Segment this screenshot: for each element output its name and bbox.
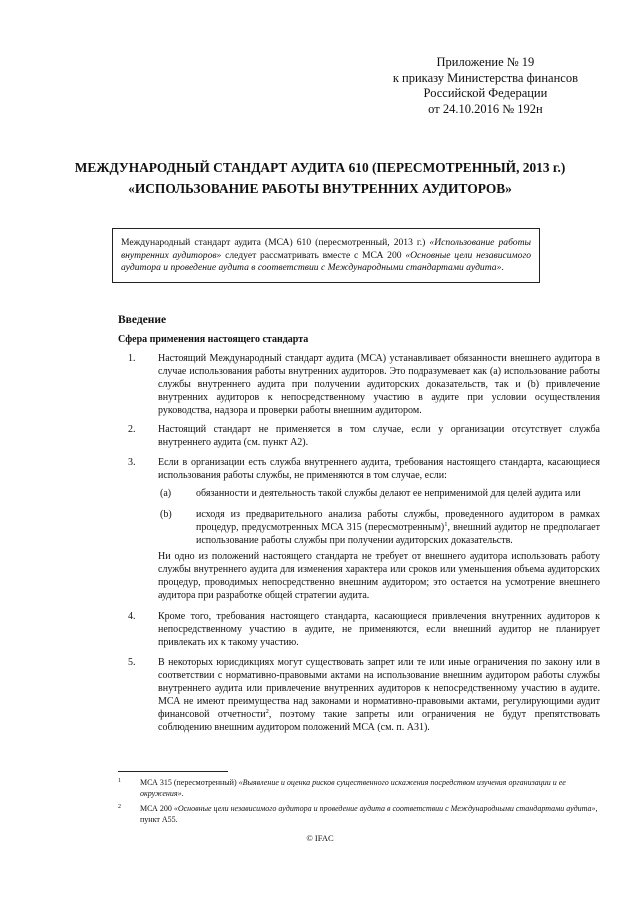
heading-introduction: Введение — [118, 314, 167, 326]
appendix-country: Российской Федерации — [423, 86, 548, 100]
subparagraph-label: (a) — [160, 488, 172, 499]
appendix-order: к приказу Министерства финансов — [392, 70, 578, 85]
paragraph-1 — [128, 353, 600, 418]
preface-standard-name: «Использование работы внутренних аудиторов» — [121, 237, 531, 261]
copyright-footer: © IFAC — [306, 833, 334, 843]
preface-text: следует рассматривать вместе с МСА 200 — [221, 249, 406, 261]
footnote-text-part: МСА 315 (пересмотренный) — [140, 778, 239, 787]
paragraph-number: 3. — [128, 457, 136, 468]
paragraph-text-part: В некоторых юрисдикциях могут существовать запрет или те или иные ограничения по закону или в соответствии с нормативно-правовыми актами на использование внешним аудитором работы службы внутреннего аудита или привлечение внутренних аудиторов к непосредственному участию в аудите. МСА не имеют преимущества над законами и нормативно-правовыми актами, регулирующими аудит финансовой отчетности — [158, 657, 600, 720]
footnote-number: 2 — [118, 804, 121, 810]
footnote-text-part: , пункт А55. — [140, 804, 598, 824]
footnote-2 — [118, 803, 600, 825]
footnote-ref-1[interactable]: 1 — [444, 520, 448, 528]
paragraph-number: 2. — [128, 424, 136, 435]
paragraph-number: 5. — [128, 657, 136, 668]
preface-reference-name: «Основные цели независимого аудитора и проведение аудита в соответствии с Международными стандартами аудита» — [121, 249, 532, 273]
preface-text: Международный стандарт аудита (МСА) 610 (пересмотренный, 2013 г.) — [121, 237, 430, 248]
paragraph-text-part: , поэтому такие запреты или ограничения не будут препятствовать соблюдению внешним аудитором положений МСА (см. п. А31). — [158, 708, 600, 733]
document-title — [60, 157, 580, 199]
paragraph-text: Настоящий Международный стандарт аудита (МСА) устанавливает обязанности внешнего аудитора в случае использования работы внутренних аудиторов. Это подразумевает как (а) использование работы службы внутреннего аудита при получении аудиторских доказательств, так и (b) привлечение внутренних аудиторов к непосредственному участию в аудите при условии осуществления руководства, надзора и проверки работы внешним аудитором. — [158, 353, 600, 416]
footnote-1 — [118, 777, 600, 799]
paragraph-number: 4. — [128, 611, 136, 622]
paragraph-text: Настоящий стандарт не применяется в том случае, если у организации отсутствует служба внутреннего аудита (см. пункт А2). — [158, 424, 600, 448]
footnote-separator — [118, 771, 228, 772]
footnote-title: «Основные цели независимого аудитора и проведение аудита в соответствии с Международными стандартами аудита» — [173, 804, 596, 813]
footnote-text-part: . — [181, 789, 184, 798]
subparagraph-text-part: , внешний аудитор не предполагает использование работы службы при получении аудиторских доказательств. — [196, 521, 600, 546]
paragraph-5 — [128, 657, 600, 734]
paragraph-3 — [128, 457, 600, 483]
preface-text: . — [501, 262, 504, 273]
paragraph-text: Кроме того, требования настоящего стандарта, касающиеся привлечения внутренних аудиторов к непосредственному участию в аудите, не применяются, если внешний аудитор не планирует привлекать их к такому участию. — [158, 611, 600, 648]
subparagraph-text: обязанности и деятельность такой службы делают ее неприменимой для целей аудита или — [196, 488, 581, 499]
paragraph-4 — [128, 611, 600, 650]
paragraph-text: Если в организации есть служба внутреннего аудита, требования настоящего стандарта, касающиеся использования работы службы, не применяются в том случае, если: — [158, 457, 600, 481]
paragraph-3-continuation: Ни одно из положений настоящего стандарта не требует от внешнего аудитора использовать работу службы внутреннего аудита для изменения характера или сроков или уменьшения объема аудиторских процедур, проводимых непосредственно внешним аудитором; это остается на усмотрение внешнего аудитора при разработке общей стратегии аудита. — [158, 551, 600, 601]
footnote-text-part: МСА 200 — [140, 804, 174, 813]
subparagraph-label: (b) — [160, 509, 172, 520]
preface-box — [112, 228, 540, 283]
footnote-text — [140, 803, 600, 825]
subparagraph-text-part: исходя из предварительного анализа работы службы, проведенного аудитором в рамках процедур, предусмотренных МСА 315 (пересмотренным) — [196, 509, 600, 533]
paragraph-number: 1. — [128, 353, 136, 364]
footnote-text — [140, 777, 600, 799]
appendix-number: Приложение № 19 — [436, 55, 535, 69]
subparagraph-text — [196, 509, 600, 548]
footnote-number: 1 — [118, 778, 121, 784]
appendix-date: от 24.10.2016 № 192н — [428, 101, 543, 116]
footnote-title: «Выявление и оценка рисков существенного искажения посредством изучения организации и ее окружения» — [140, 778, 566, 798]
paragraph-text — [158, 657, 600, 734]
title-line-2: «ИСПОЛЬЗОВАНИЕ РАБОТЫ ВНУТРЕННИХ АУДИТОРОВ» — [128, 181, 512, 196]
subparagraph-b — [160, 509, 600, 548]
footnote-ref-2[interactable]: 2 — [265, 707, 269, 715]
paragraph-2 — [128, 424, 600, 450]
heading-scope: Сфера применения настоящего стандарта — [118, 334, 309, 345]
appendix-header — [393, 55, 578, 117]
title-line-1: МЕЖДУНАРОДНЫЙ СТАНДАРТ АУДИТА 610 (ПЕРЕСМОТРЕННЫЙ, 2013 г.) — [74, 160, 566, 175]
subparagraph-a — [160, 488, 600, 501]
